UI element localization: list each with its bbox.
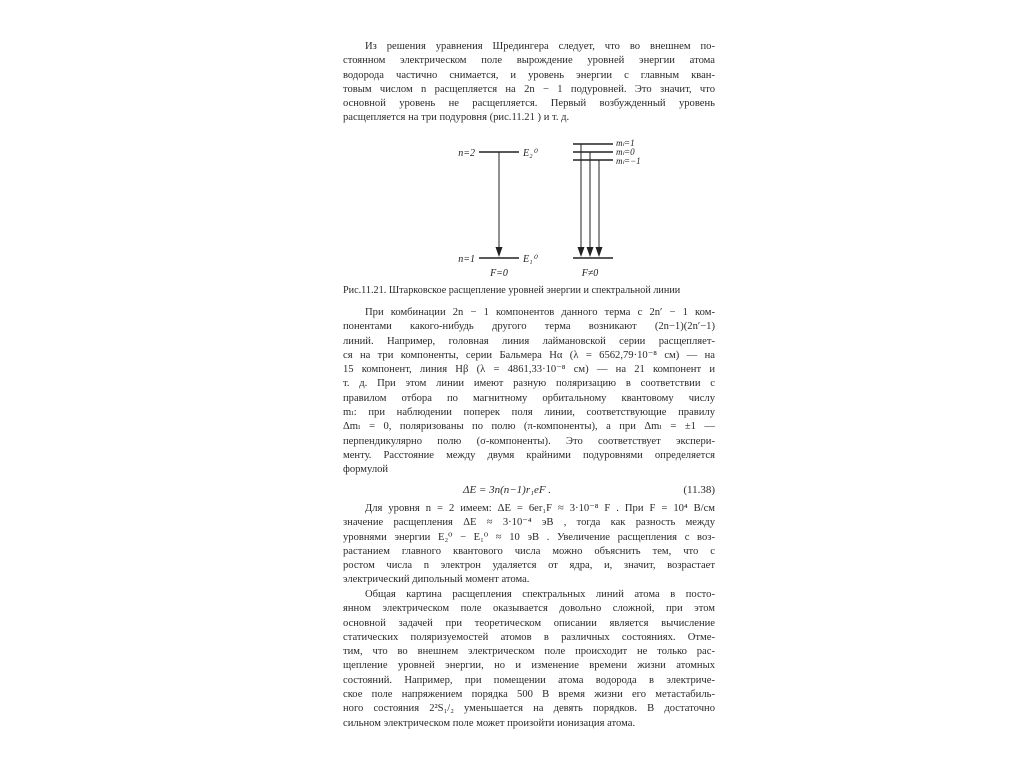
text-line: ростом числа n электрон удаляется от ядра, и, значит, возрастает xyxy=(343,560,715,572)
text-line: При комбинации 2n − 1 компонентов данного терма с 2n′ − 1 ком- xyxy=(365,307,715,318)
text-line: 15 компонент, линия Hβ (λ = 4861,33·10⁻⁸ см) — на 21 компонент и xyxy=(343,364,715,376)
label-e1: E₁⁰ xyxy=(523,254,537,265)
text-line: Для уровня n = 2 имеем: ΔE = 6er₁F ≈ 3·10⁻⁸ F . При F = 10⁴ В/см xyxy=(365,503,715,514)
figure-caption: Рис.11.21. Штарковское расщепление уровней энергии и спектральной линии xyxy=(343,285,681,296)
diagram-svg xyxy=(423,138,653,284)
label-e2: E₂⁰ xyxy=(523,148,537,159)
text-line: расщепляется на три подуровня (рис.11.21 ) и т. д. xyxy=(343,112,570,124)
text-line: электрический дипольный момент атома. xyxy=(343,574,530,586)
document-page xyxy=(343,40,723,729)
text-line: Δmₗ = 0, поляризованы по полю (π-компоненты), а при Δmₗ = ±1 — xyxy=(343,421,715,433)
text-line: водорода частично снимается, и уровень энергии с главным кван- xyxy=(343,69,715,81)
label-n1: n=1 xyxy=(458,254,475,265)
label-f-zero: F=0 xyxy=(490,268,508,279)
paragraph-general-picture xyxy=(343,588,715,731)
label-ml-minus1: mₗ=−1 xyxy=(616,156,641,166)
text-line: стоянном электрическом поле вырождение уровней энергии атома xyxy=(343,55,715,67)
text-line: Из решения уравнения Шредингера следует, что во внешнем по- xyxy=(365,41,715,52)
label-n2: n=2 xyxy=(458,148,475,159)
paragraph-level-n2 xyxy=(343,502,715,588)
text-line: т. д. При этом линии имеют разную поляризацию в соответствии с xyxy=(343,378,715,390)
text-line: менту. Расстояние между двумя крайними подуровнями определяется xyxy=(343,449,715,461)
split-arrow-3-head xyxy=(596,247,603,257)
label-ml-0: mₗ=0 xyxy=(616,147,635,157)
text-line: статических поляризуемостей атомов в различных состояниях. Отме- xyxy=(343,631,715,643)
label-f-nonzero: F≠0 xyxy=(581,268,599,279)
text-line: ного состояния 2²S₁/₂ уменьшается на девять порядков. В достаточно xyxy=(343,703,715,715)
formula-expression: ΔE = 3n(n−1)r₁eF . xyxy=(463,484,552,496)
text-line: тим, что во внешнем электрическом поле происходит не только рас- xyxy=(343,646,715,658)
text-line: янном электрическом поле оказывается довольно сложной, при этом xyxy=(343,603,715,615)
text-line: Общая картина расщепления спектральных линий атома в посто- xyxy=(365,589,715,600)
text-line: mₗ: при наблюдении поперек поля линии, соответствующие правилу xyxy=(343,407,715,419)
text-line: щепление уровней энергии, но и изменение времени жизни атомных xyxy=(343,660,715,672)
label-ml-1: mₗ=1 xyxy=(616,138,635,148)
formula-number: (11.38) xyxy=(683,484,715,496)
stark-splitting-diagram xyxy=(423,138,653,284)
text-line: сильном электрическом поле может произойти ионизация атома. xyxy=(343,717,636,729)
paragraph-combinations xyxy=(343,306,715,478)
text-line: значение расщепления ΔE ≈ 3·10⁻⁴ эВ , тогда как разность между xyxy=(343,517,715,529)
transition-arrowhead xyxy=(496,247,503,257)
text-line: линий. Например, головная линия лаймановской серии расщепляет- xyxy=(343,335,715,347)
text-line: перпендикулярно полю (σ-компоненты). Это соответствует экспери- xyxy=(343,435,715,447)
text-line: уровнями энергии E₂⁰ − E₁⁰ ≈ 10 эВ . Увеличение расщепления с воз- xyxy=(343,531,715,543)
split-arrow-1-head xyxy=(578,247,585,257)
text-line: понентами какого-нибудь другого терма возникают (2n−1)(2n′−1) xyxy=(343,321,715,333)
split-arrow-2-head xyxy=(587,247,594,257)
text-line: основной задачей при теоретическом описании является вычисление xyxy=(343,617,715,629)
text-line: товым числом n расщепляется на 2n − 1 подуровней. Это значит, что xyxy=(343,83,715,95)
text-line: формулой xyxy=(343,464,389,476)
text-line: ся на три компоненты, серии Бальмера Hα (λ = 6562,79·10⁻⁸ см) — на xyxy=(343,349,715,361)
text-line: правилом отбора по магнитному орбитальному квантовому числу xyxy=(343,392,715,404)
text-line: основной уровень не расщепляется. Первый возбужденный уровень xyxy=(343,98,715,110)
text-line: состояний. Например, при помещении атома водорода в электриче- xyxy=(343,674,715,686)
text-line: ское поле напряжением порядка 500 В время жизни его метастабиль- xyxy=(343,689,715,701)
text-line: растанием главного квантового числа можно объяснить тем, что с xyxy=(343,545,715,557)
paragraph-intro xyxy=(343,40,715,126)
